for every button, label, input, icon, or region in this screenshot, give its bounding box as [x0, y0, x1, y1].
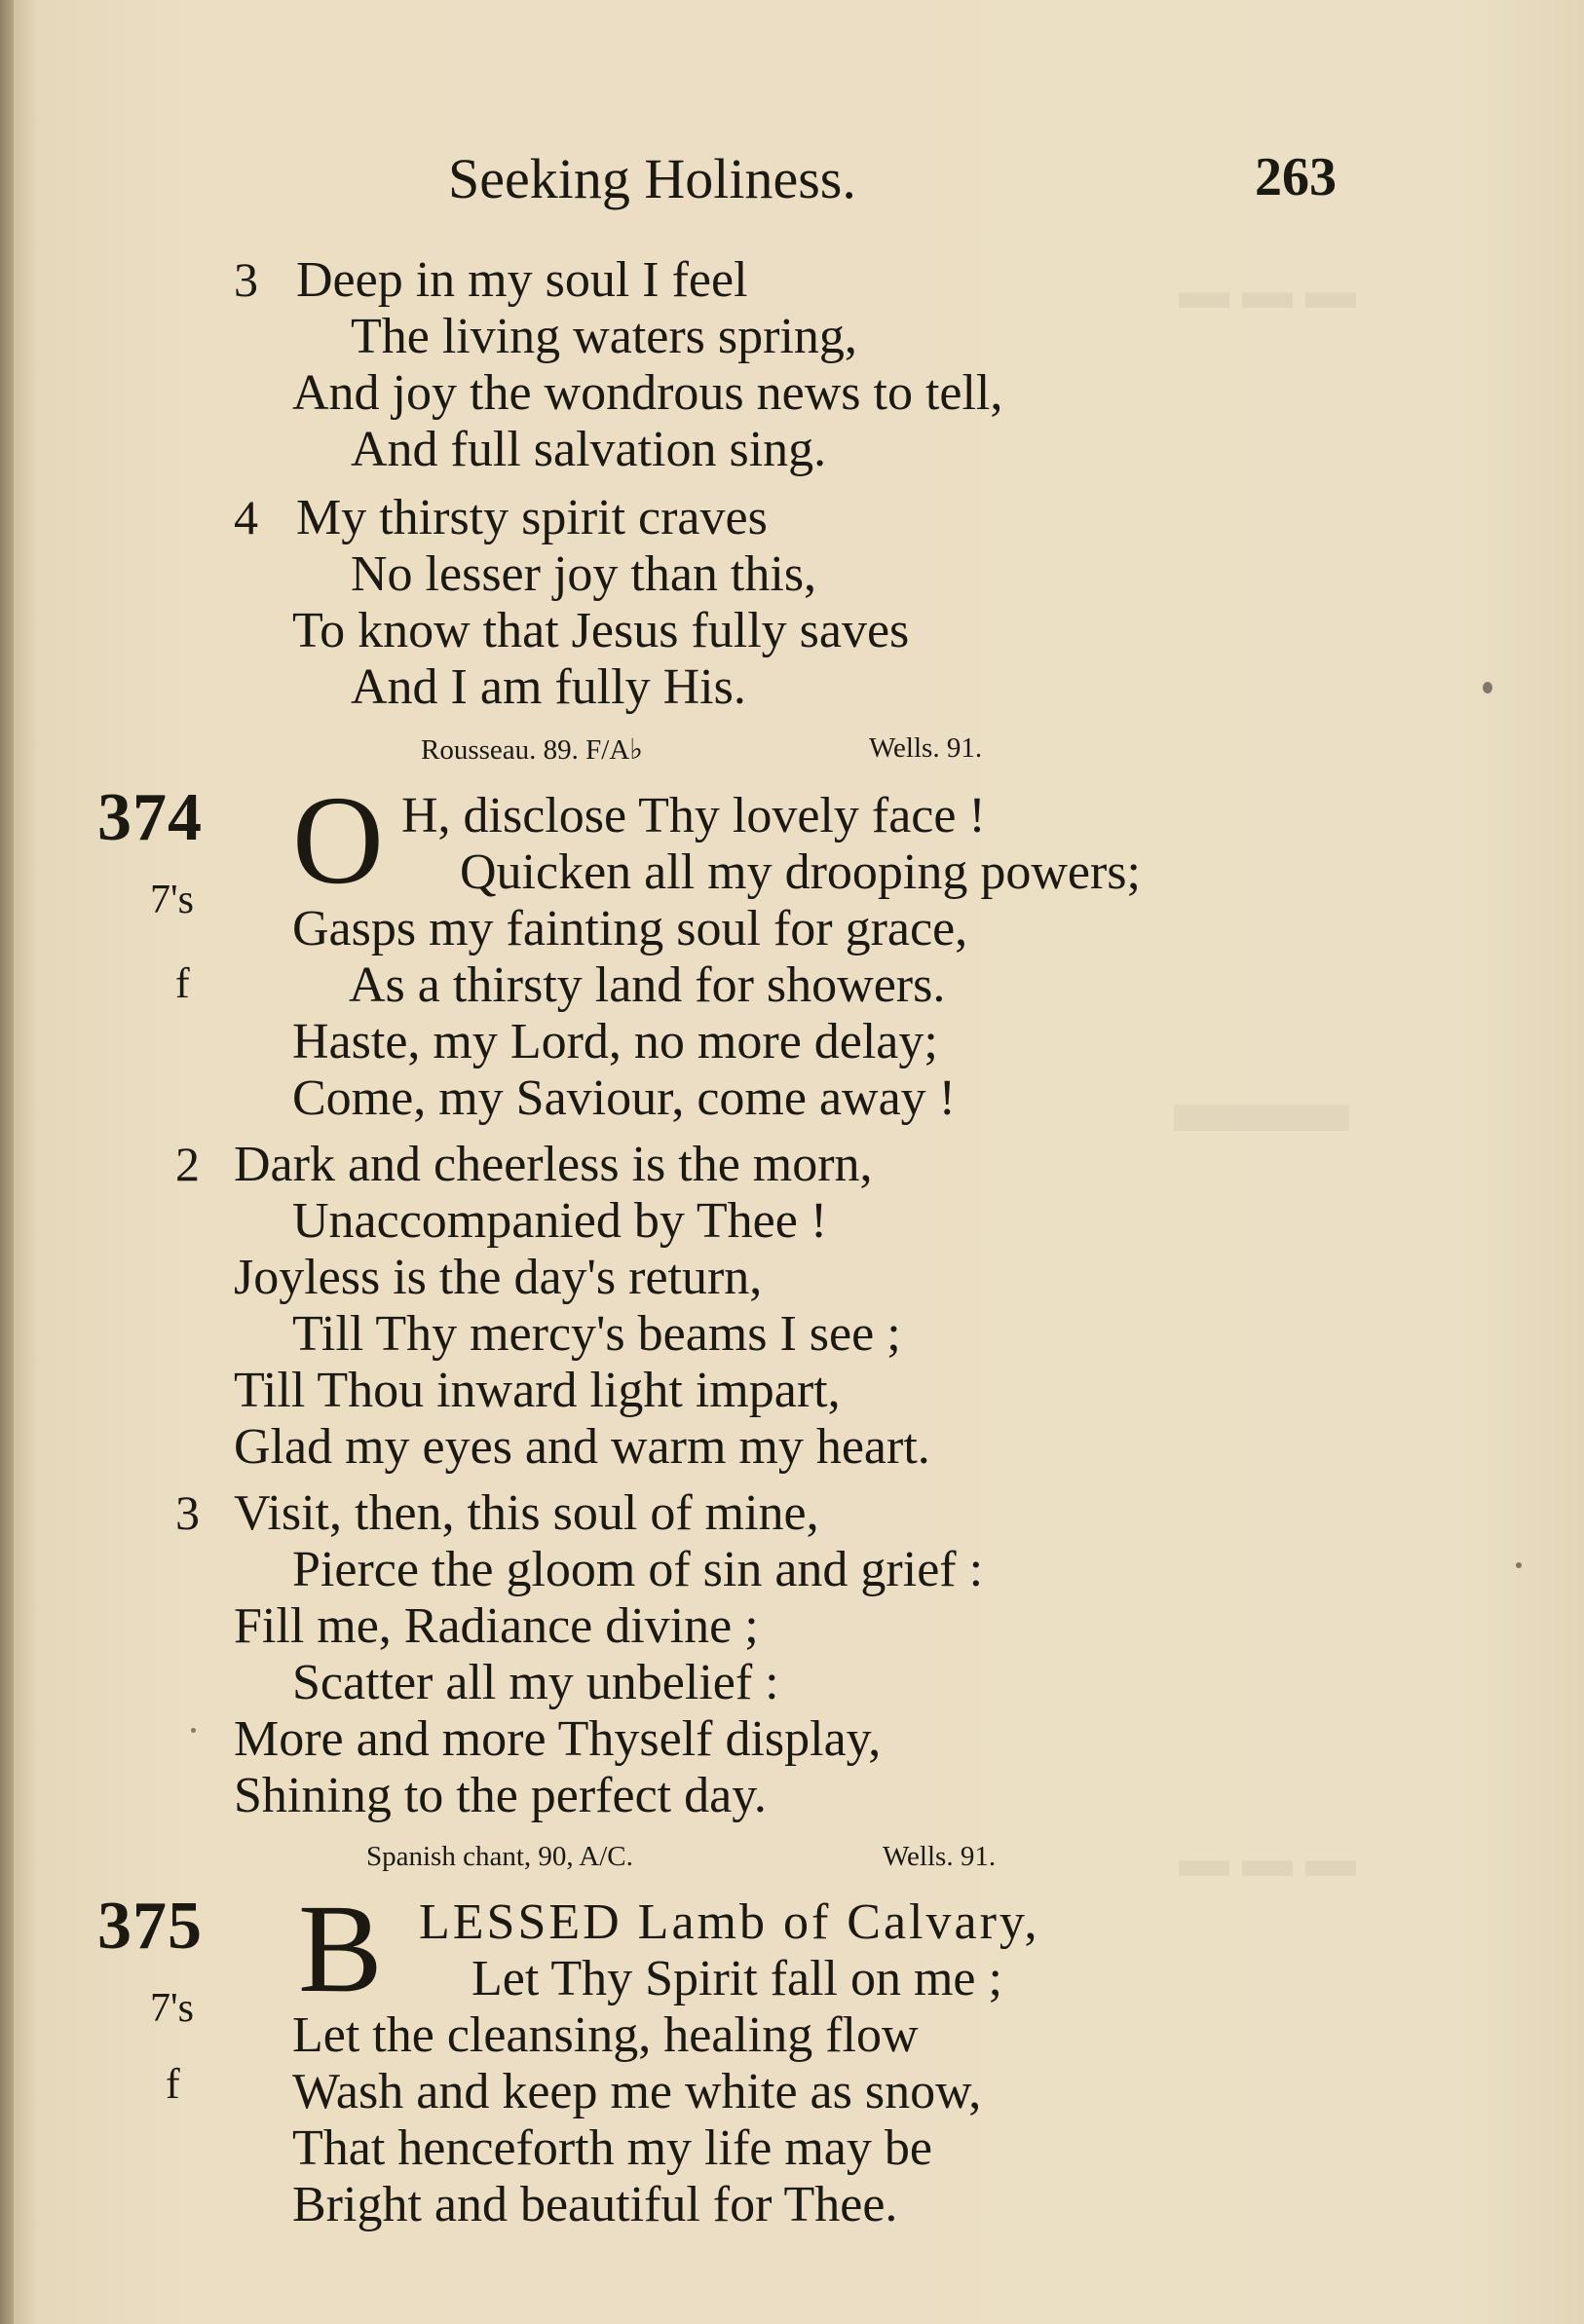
verse-line: Deep in my soul I feel — [296, 252, 748, 308]
verse-line: And full salvation sing. — [351, 422, 827, 477]
verse-line: Come, my Saviour, come away ! — [292, 1070, 956, 1126]
verse-line: Joyless is the day's return, — [234, 1250, 763, 1305]
paper-speck — [1516, 1562, 1522, 1568]
verse-line: To know that Jesus fully saves — [292, 603, 910, 658]
hymn-number: 375 — [97, 1889, 203, 1964]
verse-line: Pierce the gloom of sin and grief : — [292, 1542, 984, 1597]
tune-reference: Wells. 91. — [883, 1841, 997, 1872]
page-spine-shadow — [0, 0, 14, 2324]
verse-line: Bright and beautiful for Thee. — [292, 2177, 898, 2232]
verse-line: And joy the wondrous news to tell, — [292, 365, 1003, 421]
verse-line: And I am fully His. — [351, 659, 746, 715]
hymn-meter: 7's — [150, 878, 194, 922]
verse-line: H, disclose Thy lovely face ! — [401, 788, 986, 843]
verse-line: Dark and cheerless is the morn, — [234, 1137, 873, 1192]
show-through-mark: ▬ ▬ ▬ — [1179, 1832, 1356, 1888]
verse-line: Gasps my fainting soul for grace, — [292, 901, 968, 956]
drop-cap-letter: O — [292, 770, 384, 911]
hymn-meter: 7's — [150, 1986, 194, 2031]
page-number: 263 — [1255, 147, 1337, 207]
verse-line: Visit, then, this soul of mine, — [234, 1485, 819, 1541]
verse-line: That henceforth my life may be — [292, 2120, 932, 2176]
verse-line: LESSED Lamb of Calvary, — [419, 1894, 1040, 1950]
paper-speck — [1483, 682, 1492, 693]
verse-line: Let the cleansing, healing flow — [292, 2007, 919, 2063]
verse-line: Wash and keep me white as snow, — [292, 2064, 982, 2119]
verse-line: Shining to the perfect day. — [234, 1768, 767, 1823]
verse-line: My thirsty spirit craves — [296, 490, 768, 545]
verse-line: Glad my eyes and warm my heart. — [234, 1419, 930, 1475]
dynamic-marking: f — [166, 2060, 180, 2108]
show-through-mark: ▬ ▬ ▬ — [1179, 264, 1356, 319]
verse-line: The living waters spring, — [351, 309, 857, 364]
dynamic-marking: f — [175, 959, 190, 1007]
drop-cap-letter: B — [298, 1879, 383, 2019]
hymn-number: 374 — [97, 780, 203, 855]
verse-number: 3 — [234, 252, 258, 307]
verse-line: No lesser joy than this, — [351, 546, 817, 602]
verse-line: Till Thy mercy's beams I see ; — [292, 1306, 901, 1362]
verse-line: Till Thou inward light impart, — [234, 1363, 841, 1418]
verse-number: 3 — [175, 1485, 200, 1540]
verse-line: More and more Thyself display, — [234, 1711, 882, 1767]
tune-reference: Wells. 91. — [869, 732, 983, 764]
verse-number: 4 — [234, 490, 258, 544]
tune-reference: Rousseau. 89. F/A♭ — [421, 734, 643, 766]
verse-line: Fill me, Radiance divine ; — [234, 1598, 759, 1654]
show-through-mark: ▬▬ — [1174, 1054, 1349, 1150]
verse-line: Let Thy Spirit fall on me ; — [471, 1951, 1002, 2006]
verse-line: Scatter all my unbelief : — [292, 1655, 779, 1710]
page-header-title: Seeking Holiness. — [448, 147, 856, 210]
verse-line: Haste, my Lord, no more delay; — [292, 1014, 938, 1069]
verse-line: Unaccompanied by Thee ! — [292, 1193, 828, 1249]
verse-line: Quicken all my drooping powers; — [460, 844, 1141, 900]
verse-number: 2 — [175, 1137, 200, 1191]
verse-line: As a thirsty land for showers. — [349, 957, 946, 1013]
paper-speck — [191, 1728, 196, 1733]
tune-reference: Spanish chant, 90, A/C. — [366, 1841, 633, 1872]
